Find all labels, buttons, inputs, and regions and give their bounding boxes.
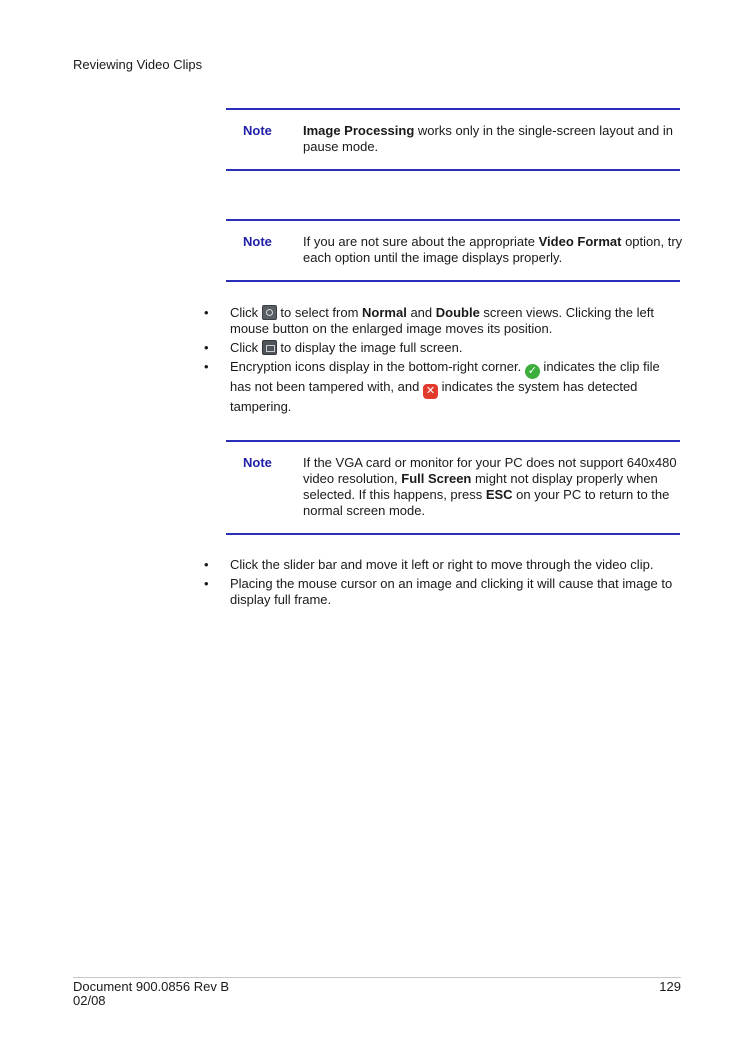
note-label: Note — [243, 455, 272, 470]
note-text-part: works only in the single-screen layout and in pause mode. — [303, 123, 673, 154]
note-bold: ESC — [485, 487, 513, 502]
list-text: indicates the system has detected tampering. — [230, 379, 638, 414]
note-box-vga — [226, 440, 680, 535]
list-item — [204, 340, 684, 356]
full-screen-icon — [262, 340, 277, 355]
bullet-list-playback — [204, 557, 684, 611]
encryption-ok-icon: ✓ — [525, 364, 540, 379]
note-text-part: on your PC to return to the normal screen mode. — [303, 487, 670, 518]
bullet: • — [204, 340, 209, 355]
bullet: • — [204, 305, 209, 320]
section-title: Reviewing Video Clips — [73, 57, 203, 72]
note-bold: Full Screen — [401, 471, 472, 486]
list-text: to select from — [276, 305, 363, 320]
page-number: 129 — [659, 979, 681, 994]
note-label: Note — [243, 123, 272, 138]
document-date: 02/08 — [73, 993, 106, 1008]
bullet: • — [204, 359, 209, 374]
note-bold: Video Format — [538, 234, 622, 249]
footer-document-info — [73, 980, 229, 1008]
list-text: screen views. Clicking the left mouse button on the enlarged image moves its position. — [230, 305, 654, 336]
list-item — [204, 359, 684, 415]
list-text: Click — [230, 305, 262, 320]
list-item — [204, 576, 684, 608]
note-text-part: might not display properly when selected. If this happens, press — [303, 471, 658, 502]
list-text: and — [406, 305, 436, 320]
list-item — [204, 305, 684, 337]
note-box-image-processing — [226, 108, 680, 171]
list-text: to display the image full screen. — [276, 340, 463, 355]
note-text-part: If you are not sure about the appropriate — [303, 234, 539, 249]
encryption-tampered-icon: ✕ — [423, 384, 438, 399]
bullet-list-view-controls — [204, 305, 684, 418]
note-box-video-format — [226, 219, 683, 282]
list-bold: Normal — [362, 305, 407, 320]
list-text: Placing the mouse cursor on an image and clicking it will cause that image to display full frame. — [230, 576, 673, 607]
document-number: Document 900.0856 Rev B — [73, 979, 230, 994]
note-bold: Image Processing — [303, 123, 415, 138]
footer-divider — [73, 977, 681, 978]
list-text: Encryption icons display in the bottom-right corner. — [230, 359, 525, 374]
bullet: • — [204, 557, 209, 572]
list-text: Click the slider bar and move it left or right to move through the video clip. — [230, 557, 654, 572]
note-label: Note — [243, 234, 272, 249]
bullet: • — [204, 576, 209, 591]
note-text-part: option, try each option until the image displays properly. — [303, 234, 683, 265]
list-bold: Double — [435, 305, 480, 320]
note-text — [303, 455, 683, 519]
list-item — [204, 557, 684, 573]
note-text — [303, 234, 683, 266]
list-text: indicates the clip file has not been tampered with, and — [230, 359, 660, 394]
list-text: Click — [230, 340, 262, 355]
note-text — [303, 123, 683, 155]
zoom-icon — [262, 305, 277, 320]
note-text-part: If the VGA card or monitor for your PC does not support 640x480 video resolution, — [303, 455, 677, 486]
